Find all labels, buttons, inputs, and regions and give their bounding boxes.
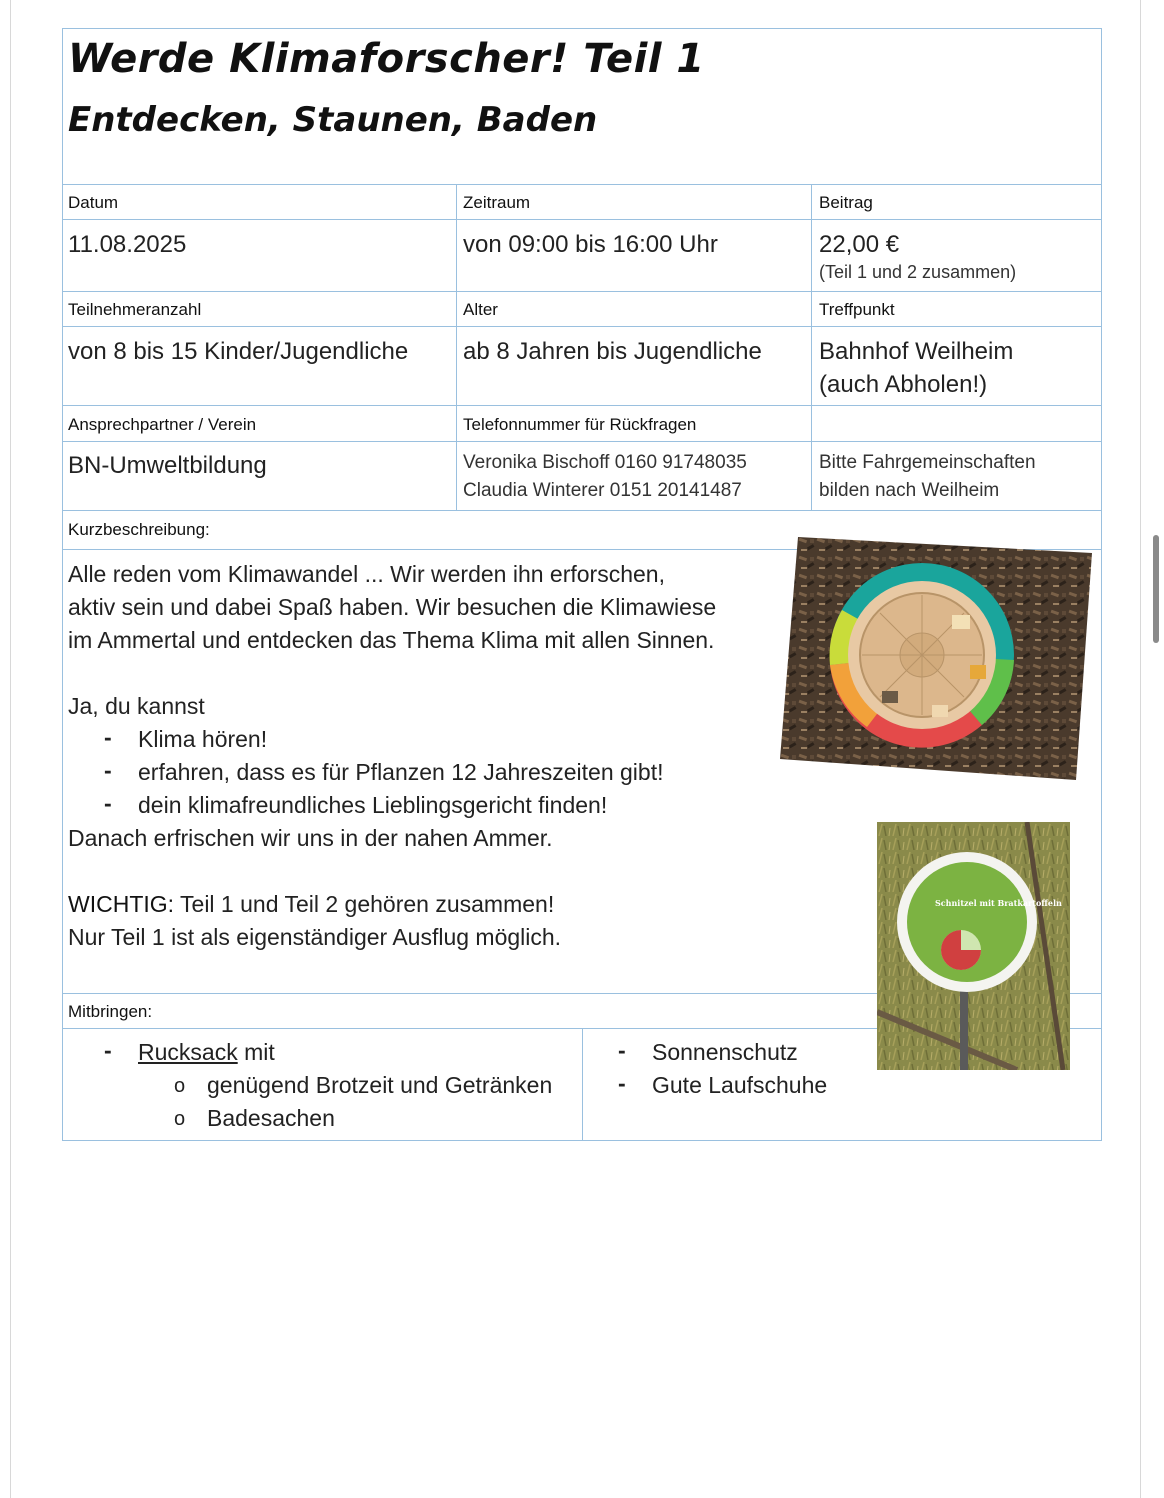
ansprech-label: Ansprechpartner / Verein [68,415,257,434]
teilnehmer-label: Teilnehmeranzahl [68,300,202,319]
sub-item: genügend Brotzeit und Getränken [207,1072,553,1098]
climate-wheel-photo [780,537,1092,780]
telefon-label: Telefonnummer für Rückfragen [463,415,697,434]
title-line-1: Werde Klimaforscher! Teil 1 [68,36,705,82]
important-label: WICHTIG: [68,891,175,917]
bullet-circle: o [174,1108,186,1130]
datum-value: 11.08.2025 [68,231,187,258]
divider [62,291,1102,292]
divider [62,219,1102,220]
divider [456,184,457,510]
list-item: dein klimafreundliches Lieblingsgericht finden! [138,792,608,818]
intro-text: Ja, du kannst [68,693,205,719]
title-line-2: Entdecken, Staunen, Baden [68,100,598,140]
mitbringen-label: Mitbringen: [68,1002,153,1021]
beitrag-value: 22,00 € [819,231,900,258]
hinweis-line-1: Bitte Fahrgemeinschaften [819,452,1036,473]
divider [811,184,812,510]
rucksack-word: Rucksack [138,1039,238,1065]
description-line: Alle reden vom Klimawandel ... Wir werden ihn erforschen, [68,561,665,587]
list-item: Gute Laufschuhe [652,1072,828,1098]
beitrag-label: Beitrag [819,193,873,212]
bullet-dash: - [104,1037,112,1063]
rucksack-suffix: mit [237,1039,275,1065]
rucksack-item [138,1036,275,1069]
alter-label: Alter [463,300,498,319]
zeitraum-value: von 09:00 bis 16:00 Uhr [463,231,718,258]
bullet-dash: - [104,790,112,816]
divider [62,441,1102,442]
divider [62,184,1102,185]
list-item: erfahren, dass es für Pflanzen 12 Jahreszeiten gibt! [138,759,664,785]
important-line-1 [68,888,554,921]
treffpunkt-label: Treffpunkt [819,300,895,319]
description-line: aktiv sein und dabei Spaß haben. Wir besuchen die Klimawiese [68,594,717,620]
bullet-circle: o [174,1075,186,1097]
divider [62,405,1102,406]
bullet-dash: - [104,724,112,750]
important-text: Teil 1 und Teil 2 gehören zusammen! [174,891,555,917]
bullet-dash: - [618,1070,626,1096]
datum-label: Datum [68,193,119,212]
food-sign-photo [877,822,1070,1070]
beitrag-note: (Teil 1 und 2 zusammen) [819,262,1017,282]
food-sign-image [877,822,1070,1070]
important-line-2: Nur Teil 1 ist als eigenständiger Ausflug möglich. [68,924,562,950]
ansprech-value: BN-Umweltbildung [68,452,267,479]
zeitraum-label: Zeitraum [463,193,531,212]
divider [62,510,1102,511]
list-item: Klima hören! [138,726,268,752]
list-item: Sonnenschutz [652,1039,798,1065]
teilnehmer-value: von 8 bis 15 Kinder/Jugendliche [68,338,409,365]
climate-wheel-image [780,537,1092,780]
description-line: im Ammertal und entdecken das Thema Klima mit allen Sinnen. [68,627,715,653]
divider [62,326,1102,327]
kurzbeschreibung-label: Kurzbeschreibung: [68,520,210,539]
sign-title: Schnitzel mit Bratkartoffeln [935,898,1062,908]
after-text: Danach erfrischen wir uns in der nahen Ammer. [68,825,553,851]
scrollbar[interactable] [1153,535,1159,643]
alter-value: ab 8 Jahren bis Jugendliche [463,338,762,365]
divider [582,1028,583,1140]
hinweis-line-2: bilden nach Weilheim [819,480,1000,501]
bullet-dash: - [104,757,112,783]
treffpunkt-line-1: Bahnhof Weilheim [819,338,1014,365]
treffpunkt-line-2: (auch Abholen!) [819,371,988,398]
telefon-line-2: Claudia Winterer 0151 20141487 [463,480,742,501]
bullet-dash: - [618,1037,626,1063]
telefon-line-1: Veronika Bischoff 0160 91748035 [463,452,747,473]
sub-item: Badesachen [207,1105,335,1131]
